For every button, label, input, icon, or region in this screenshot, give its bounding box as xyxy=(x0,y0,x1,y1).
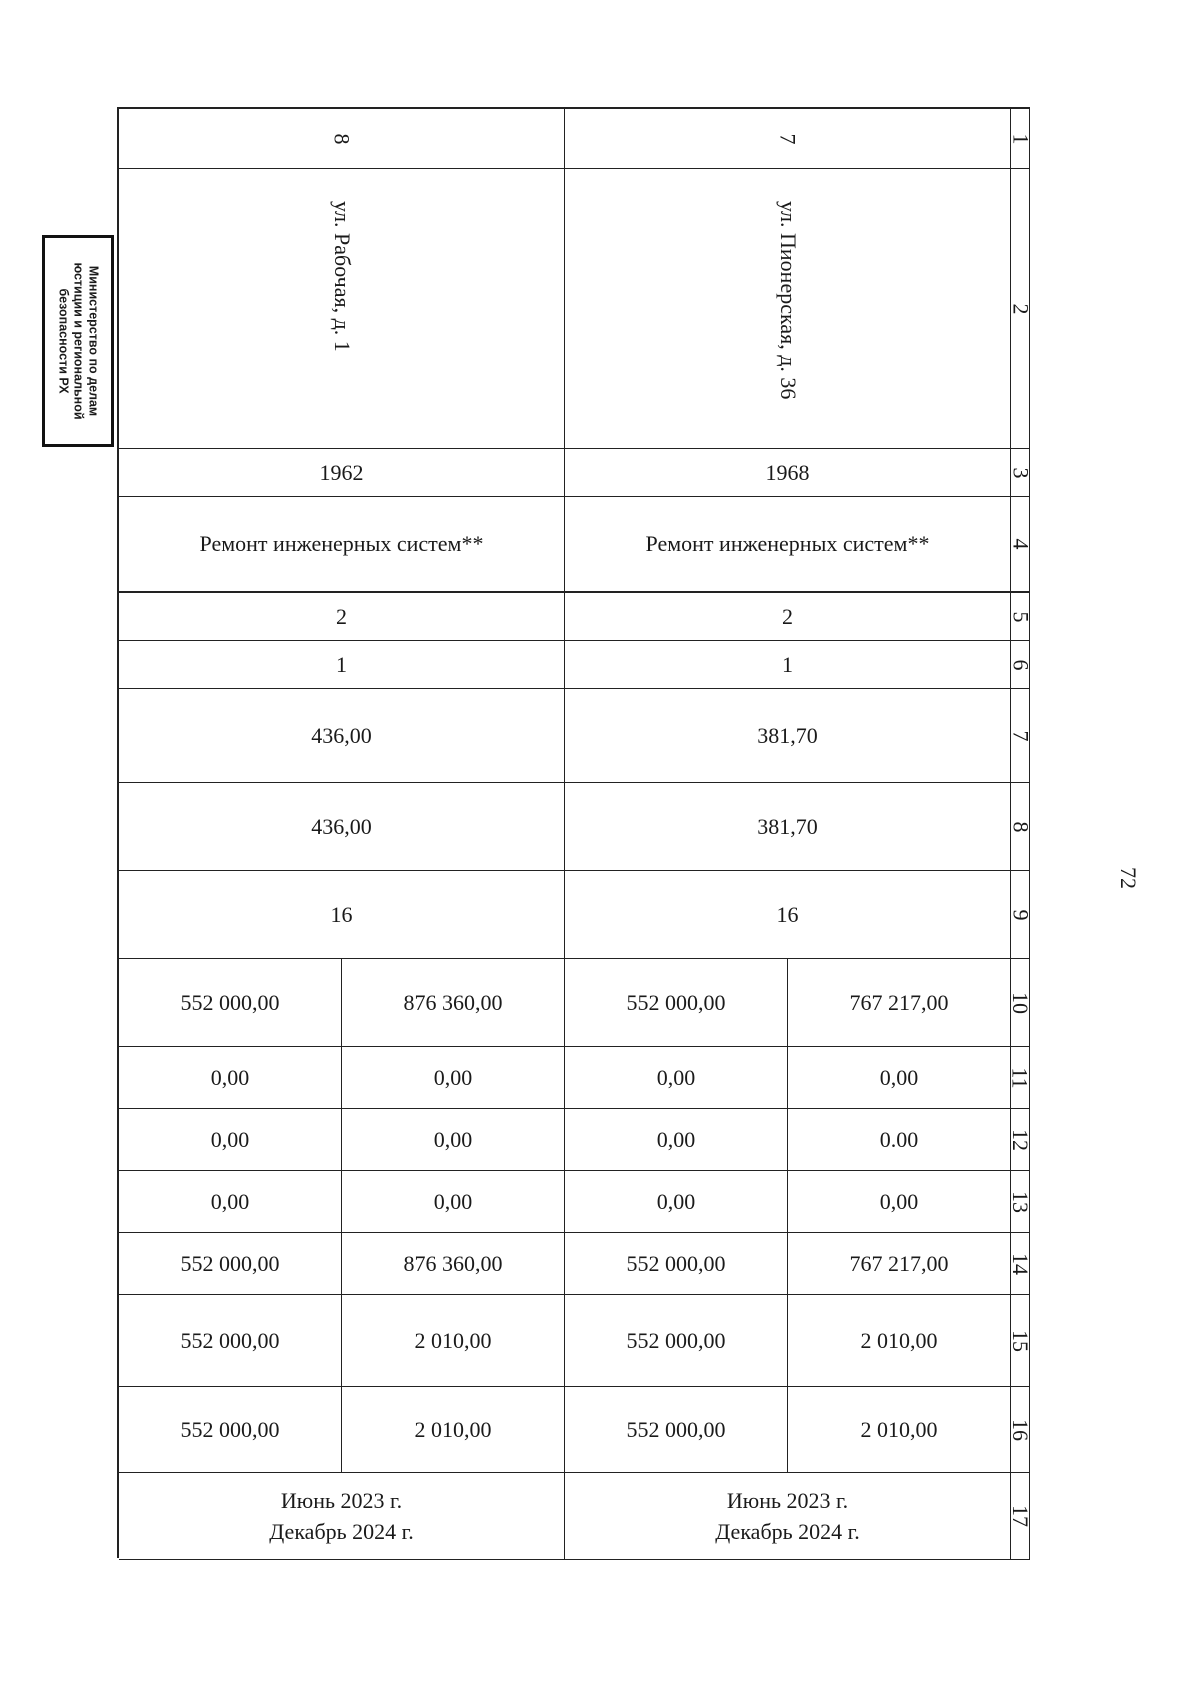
row-number-cell xyxy=(1008,871,1033,959)
amount: 552 000,00 xyxy=(626,1250,726,1276)
row-number-cell xyxy=(1008,1047,1033,1109)
year-cell xyxy=(565,449,1011,497)
amount-cell xyxy=(565,959,788,1047)
record-number-cell xyxy=(119,109,565,169)
stamp-line: Министерство по делам xyxy=(86,265,101,417)
amount: 552 000,00 xyxy=(626,1416,726,1442)
value-cell xyxy=(119,689,565,783)
amount-cell xyxy=(788,1295,1011,1387)
amount-cell xyxy=(565,1295,788,1387)
row-number: 5 xyxy=(1008,611,1033,622)
period-cell xyxy=(565,1473,1011,1560)
row-number: 16 xyxy=(1008,1418,1033,1441)
amount: 767 217,00 xyxy=(849,1250,949,1276)
row-number: 15 xyxy=(1008,1329,1033,1352)
address: ул. Рабочая, д. 1 xyxy=(329,201,355,352)
amount-cell xyxy=(565,1387,788,1473)
rotated-table xyxy=(117,107,1033,1558)
row-number-cell xyxy=(1008,169,1033,449)
value: 2 xyxy=(336,603,347,629)
amount-cell xyxy=(788,1387,1011,1473)
row-number: 2 xyxy=(1008,303,1033,314)
row-number-cell xyxy=(1008,1473,1033,1560)
amount: 0,00 xyxy=(879,1188,919,1214)
work-type-cell xyxy=(119,497,565,593)
amount-cell xyxy=(565,1233,788,1295)
amount-cell xyxy=(565,1171,788,1233)
amount-cell xyxy=(565,1109,788,1171)
amount-cell xyxy=(342,1295,565,1387)
value: 2 xyxy=(782,603,793,629)
stamp-line: безопасности РХ xyxy=(56,288,71,394)
work-period xyxy=(269,1485,413,1547)
amount: 552 000,00 xyxy=(180,1416,280,1442)
amount-cell xyxy=(119,1233,342,1295)
amount: 0,00 xyxy=(433,1064,473,1090)
value-cell xyxy=(119,593,565,641)
row-number-cell xyxy=(1008,783,1033,871)
amount: 552 000,00 xyxy=(626,989,726,1015)
amount: 0,00 xyxy=(656,1126,696,1152)
row-number-cell xyxy=(1008,1233,1033,1295)
amount-cell xyxy=(119,1295,342,1387)
row-number-cell xyxy=(1008,593,1033,641)
amount-cell xyxy=(342,1109,565,1171)
record-number: 7 xyxy=(775,133,801,144)
row-number-cell xyxy=(1008,497,1033,593)
value: 436,00 xyxy=(311,813,372,839)
value-cell xyxy=(119,783,565,871)
amount-cell xyxy=(342,1387,565,1473)
value: 436,00 xyxy=(311,722,372,748)
row-number: 12 xyxy=(1008,1128,1033,1151)
amount-cell xyxy=(119,959,342,1047)
row-number: 8 xyxy=(1008,821,1033,832)
value-cell xyxy=(565,871,1011,959)
amount-cell xyxy=(119,1171,342,1233)
ministry-stamp xyxy=(42,235,114,447)
page-number: 72 xyxy=(1116,867,1141,889)
amount-cell xyxy=(788,1171,1011,1233)
period-start: Июнь 2023 г. xyxy=(726,1488,849,1513)
row-number-cell xyxy=(1008,1171,1033,1233)
row-number-cell xyxy=(1008,109,1033,169)
amount: 0,00 xyxy=(656,1188,696,1214)
year: 1968 xyxy=(765,459,810,485)
value-cell xyxy=(119,871,565,959)
year: 1962 xyxy=(319,459,364,485)
work-type: Ремонт инженерных систем** xyxy=(199,531,484,556)
value-cell xyxy=(565,593,1011,641)
amount: 2 010,00 xyxy=(860,1327,938,1353)
amount-cell xyxy=(119,1109,342,1171)
row-number: 9 xyxy=(1008,909,1033,920)
amount: 552 000,00 xyxy=(180,1250,280,1276)
row-number: 17 xyxy=(1008,1505,1033,1527)
row-number-cell xyxy=(1008,641,1033,689)
amount: 0.00 xyxy=(879,1126,919,1152)
row-number-cell xyxy=(1008,1109,1033,1171)
amount: 876 360,00 xyxy=(403,1250,503,1276)
amount: 0,00 xyxy=(879,1064,919,1090)
amount-cell xyxy=(342,959,565,1047)
amount: 552 000,00 xyxy=(180,989,280,1015)
value-cell xyxy=(565,689,1011,783)
value-cell xyxy=(565,641,1011,689)
value-cell xyxy=(119,641,565,689)
amount: 0,00 xyxy=(433,1188,473,1214)
address-cell xyxy=(119,169,565,449)
value-cell xyxy=(565,783,1011,871)
work-type: Ремонт инженерных систем** xyxy=(645,531,930,556)
amount-cell xyxy=(342,1171,565,1233)
value: 1 xyxy=(336,651,347,677)
period-end: Декабрь 2024 г. xyxy=(715,1519,860,1544)
row-number-cell xyxy=(1008,449,1033,497)
record-number: 8 xyxy=(329,133,355,144)
amount: 2 010,00 xyxy=(414,1416,492,1442)
amount: 2 010,00 xyxy=(860,1416,938,1442)
value: 16 xyxy=(776,901,799,927)
row-number-cell xyxy=(1008,689,1033,783)
amount-cell xyxy=(119,1387,342,1473)
amount-cell xyxy=(788,959,1011,1047)
record-number-cell xyxy=(565,109,1011,169)
amount: 0,00 xyxy=(210,1126,250,1152)
value: 1 xyxy=(782,651,793,677)
stamp-line: юстиции и региональной xyxy=(71,262,86,420)
amount-cell xyxy=(565,1047,788,1109)
row-number: 10 xyxy=(1008,991,1033,1014)
value: 381,70 xyxy=(757,722,818,748)
amount-cell xyxy=(119,1047,342,1109)
period-cell xyxy=(119,1473,565,1560)
amount: 552 000,00 xyxy=(180,1327,280,1353)
amount: 0,00 xyxy=(656,1064,696,1090)
row-number: 6 xyxy=(1008,659,1033,670)
address-cell xyxy=(565,169,1011,449)
row-number: 1 xyxy=(1008,133,1033,144)
row-number: 3 xyxy=(1008,467,1033,478)
value: 16 xyxy=(330,901,353,927)
row-number-cell xyxy=(1008,1295,1033,1387)
amount: 2 010,00 xyxy=(414,1327,492,1353)
amount-cell xyxy=(788,1233,1011,1295)
work-type-cell xyxy=(565,497,1011,593)
amount-cell xyxy=(342,1047,565,1109)
row-number: 4 xyxy=(1008,538,1033,550)
work-period xyxy=(715,1485,859,1547)
row-number: 11 xyxy=(1008,1066,1033,1089)
value: 381,70 xyxy=(757,813,818,839)
row-number-cell xyxy=(1008,959,1033,1047)
year-cell xyxy=(119,449,565,497)
amount: 0,00 xyxy=(210,1064,250,1090)
address: ул. Пионерская, д. 36 xyxy=(775,201,801,400)
row-number-cell xyxy=(1008,1387,1033,1473)
amount: 0,00 xyxy=(210,1188,250,1214)
amount: 876 360,00 xyxy=(403,989,503,1015)
amount-cell xyxy=(342,1233,565,1295)
period-end: Декабрь 2024 г. xyxy=(269,1519,414,1544)
period-start: Июнь 2023 г. xyxy=(280,1488,403,1513)
row-number: 14 xyxy=(1008,1252,1033,1275)
amount-cell xyxy=(788,1047,1011,1109)
amount-cell xyxy=(788,1109,1011,1171)
row-number: 7 xyxy=(1008,730,1033,741)
amount: 552 000,00 xyxy=(626,1327,726,1353)
amount: 0,00 xyxy=(433,1126,473,1152)
amount: 767 217,00 xyxy=(849,989,949,1015)
row-number: 13 xyxy=(1008,1190,1033,1213)
